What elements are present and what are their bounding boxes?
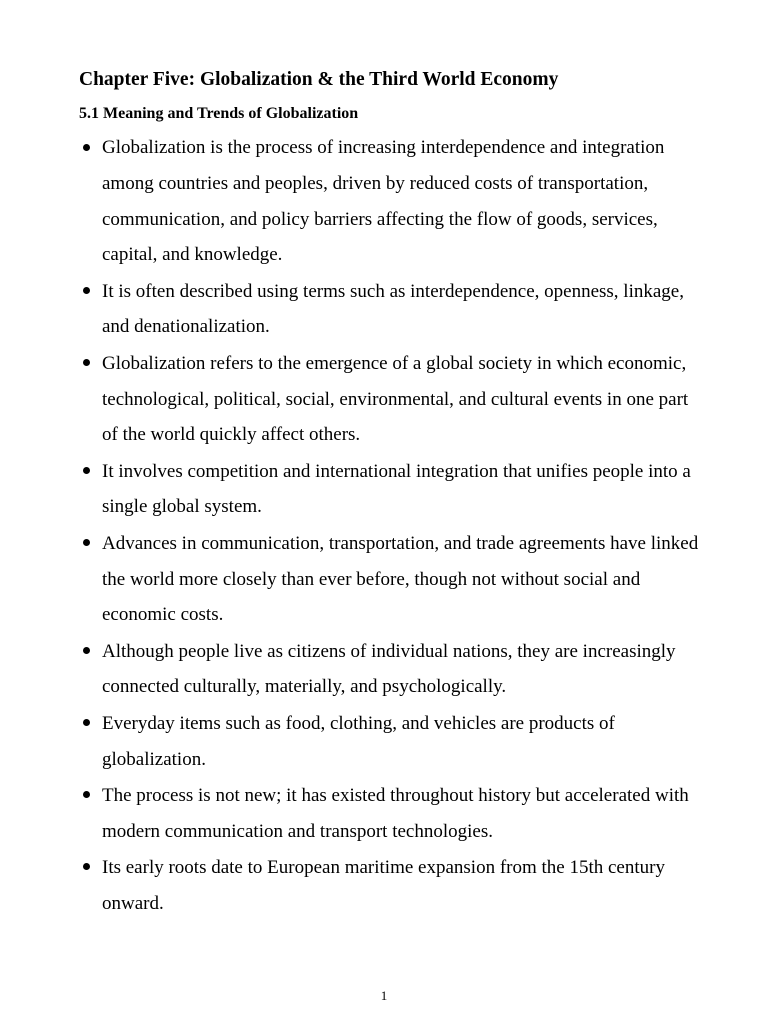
list-item — [0, 634, 708, 706]
bullet-icon — [83, 791, 90, 798]
bullet-text: Everyday items such as food, clothing, and vehicles are products of globalization. — [102, 712, 615, 770]
bullet-icon — [83, 287, 90, 294]
section-heading: 5.1 Meaning and Trends of Globalization — [79, 105, 359, 122]
bullet-icon — [83, 467, 90, 474]
bullet-icon — [83, 863, 90, 870]
list-item — [0, 346, 708, 453]
bullet-text: Its early roots date to European maritime expansion from the 15th century onward. — [102, 856, 665, 914]
bullet-text: The process is not new; it has existed throughout history but accelerated with modern communication and transport technologies. — [102, 784, 689, 842]
list-item — [0, 274, 708, 346]
bullet-list — [0, 130, 768, 922]
bullet-text: Globalization refers to the emergence of a global society in which economic, technological, political, social, environmental, and cultural events in one part of the world quickly affect others. — [102, 352, 689, 446]
bullet-icon — [83, 359, 90, 366]
list-item — [0, 706, 708, 778]
list-item — [0, 526, 708, 633]
bullet-text: It involves competition and international integration that unifies people into a single global system. — [102, 460, 691, 518]
page-number: 1 — [380, 988, 388, 1003]
bullet-icon — [83, 144, 90, 151]
bullet-icon — [83, 539, 90, 546]
bullet-icon — [83, 719, 90, 726]
bullet-text: Although people live as citizens of individual nations, they are increasingly connected culturally, materially, and psychologically. — [102, 640, 676, 698]
bullet-icon — [83, 647, 90, 654]
bullet-text: It is often described using terms such as interdependence, openness, linkage, and denationalization. — [102, 280, 684, 338]
list-item — [0, 454, 708, 526]
list-item — [0, 778, 708, 850]
bullet-text: Globalization is the process of increasing interdependence and integration among countries and peoples, driven by reduced costs of transportation, communication, and policy barriers affecting the flow of goods, services, capital, and knowledge. — [102, 137, 665, 266]
list-item — [0, 850, 708, 922]
chapter-title: Chapter Five: Globalization & the Third World Economy — [79, 69, 559, 90]
bullet-text: Advances in communication, transportation, and trade agreements have linked the world more closely than ever before, though not without social and economic costs. — [102, 532, 699, 626]
list-item — [0, 130, 708, 273]
